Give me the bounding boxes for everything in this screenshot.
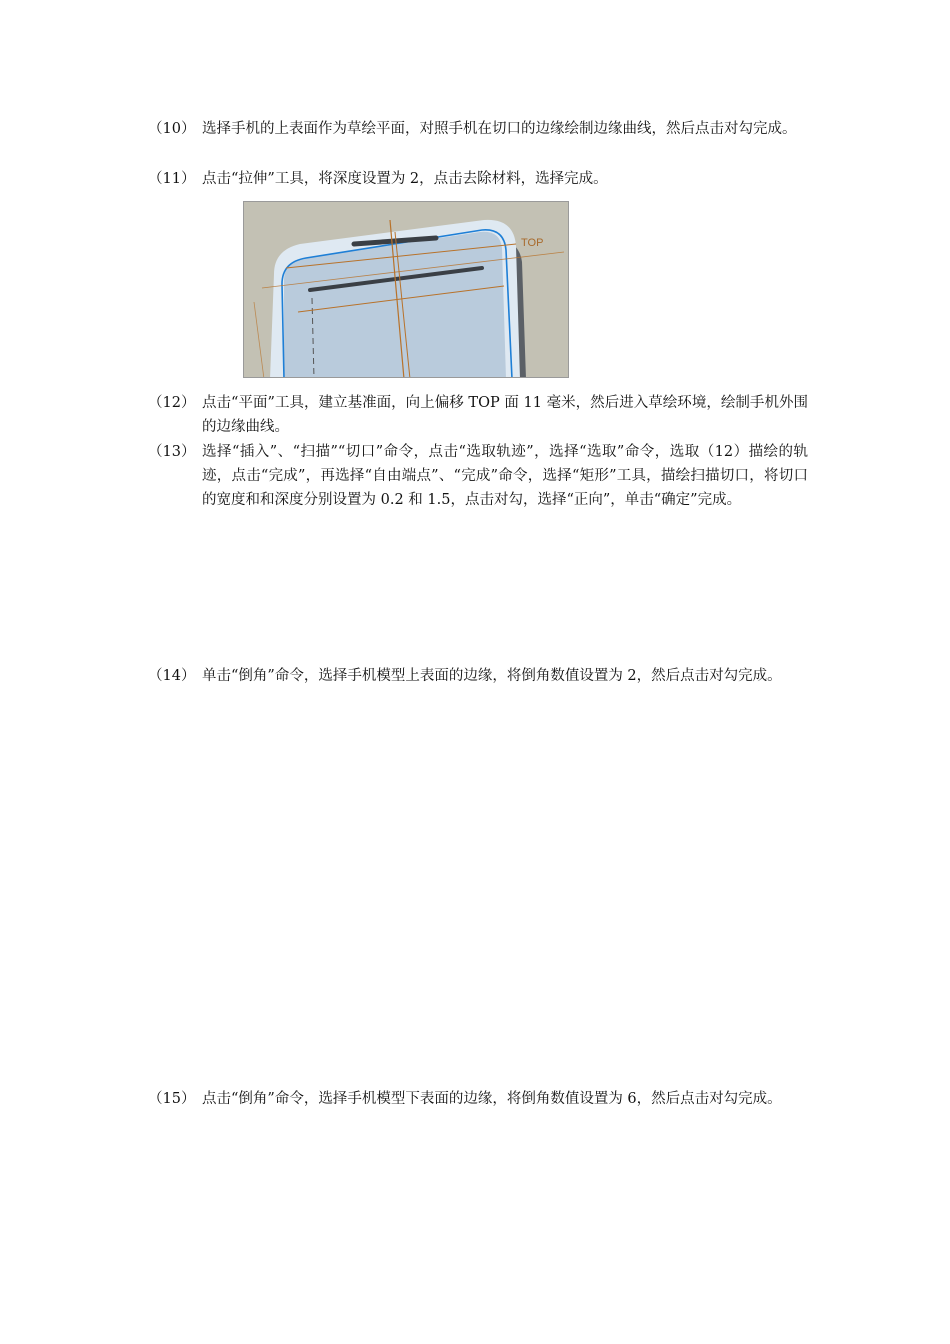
step-number: （12） [148, 395, 196, 411]
step-11 [148, 167, 808, 191]
step-text: 选择手机的上表面作为草绘平面，对照手机在切口的边缘绘制边缘曲线，然后点击对勾完成。 [202, 121, 797, 137]
step-13 [148, 440, 808, 512]
step-number: （15） [148, 1091, 196, 1107]
step-number: （14） [148, 668, 196, 684]
step-number: （11） [148, 171, 196, 187]
step-number: （13） [148, 444, 196, 460]
phone-model-render [244, 202, 569, 378]
step-14 [148, 664, 808, 688]
step-text: 点击“平面”工具，建立基准面，向上偏移 TOP 面 11 毫米，然后进入草绘环境，绘制手机外围的边缘曲线。 [202, 395, 808, 435]
step-text: 选择“插入”、“扫描”“切口”命令，点击“选取轨迹”，选择“选取”命令，选取（12）描绘的轨迹，点击“完成”，再选择“自由端点”、“完成”命令，选择“矩形”工具，描绘扫描切口，将切口的宽度和和深度分别设置为 0.2 和 1.5，点击对勾，选择“正向”，单击“确定”完成。 [202, 444, 808, 508]
step-text: 点击“拉伸”工具，将深度设置为 2，点击去除材料，选择完成。 [202, 171, 608, 187]
step-15 [148, 1087, 808, 1111]
step-text: 单击“倒角”命令，选择手机模型上表面的边缘，将倒角数值设置为 2，然后点击对勾完成。 [202, 668, 782, 684]
step-number: （10） [148, 121, 196, 137]
datum-label-top: TOP [521, 237, 544, 249]
step-12 [148, 391, 808, 439]
step-10 [148, 117, 808, 141]
step-text: 点击“倒角”命令，选择手机模型下表面的边缘，将倒角数值设置为 6，然后点击对勾完成。 [202, 1091, 782, 1107]
cad-screenshot-figure [243, 201, 569, 378]
